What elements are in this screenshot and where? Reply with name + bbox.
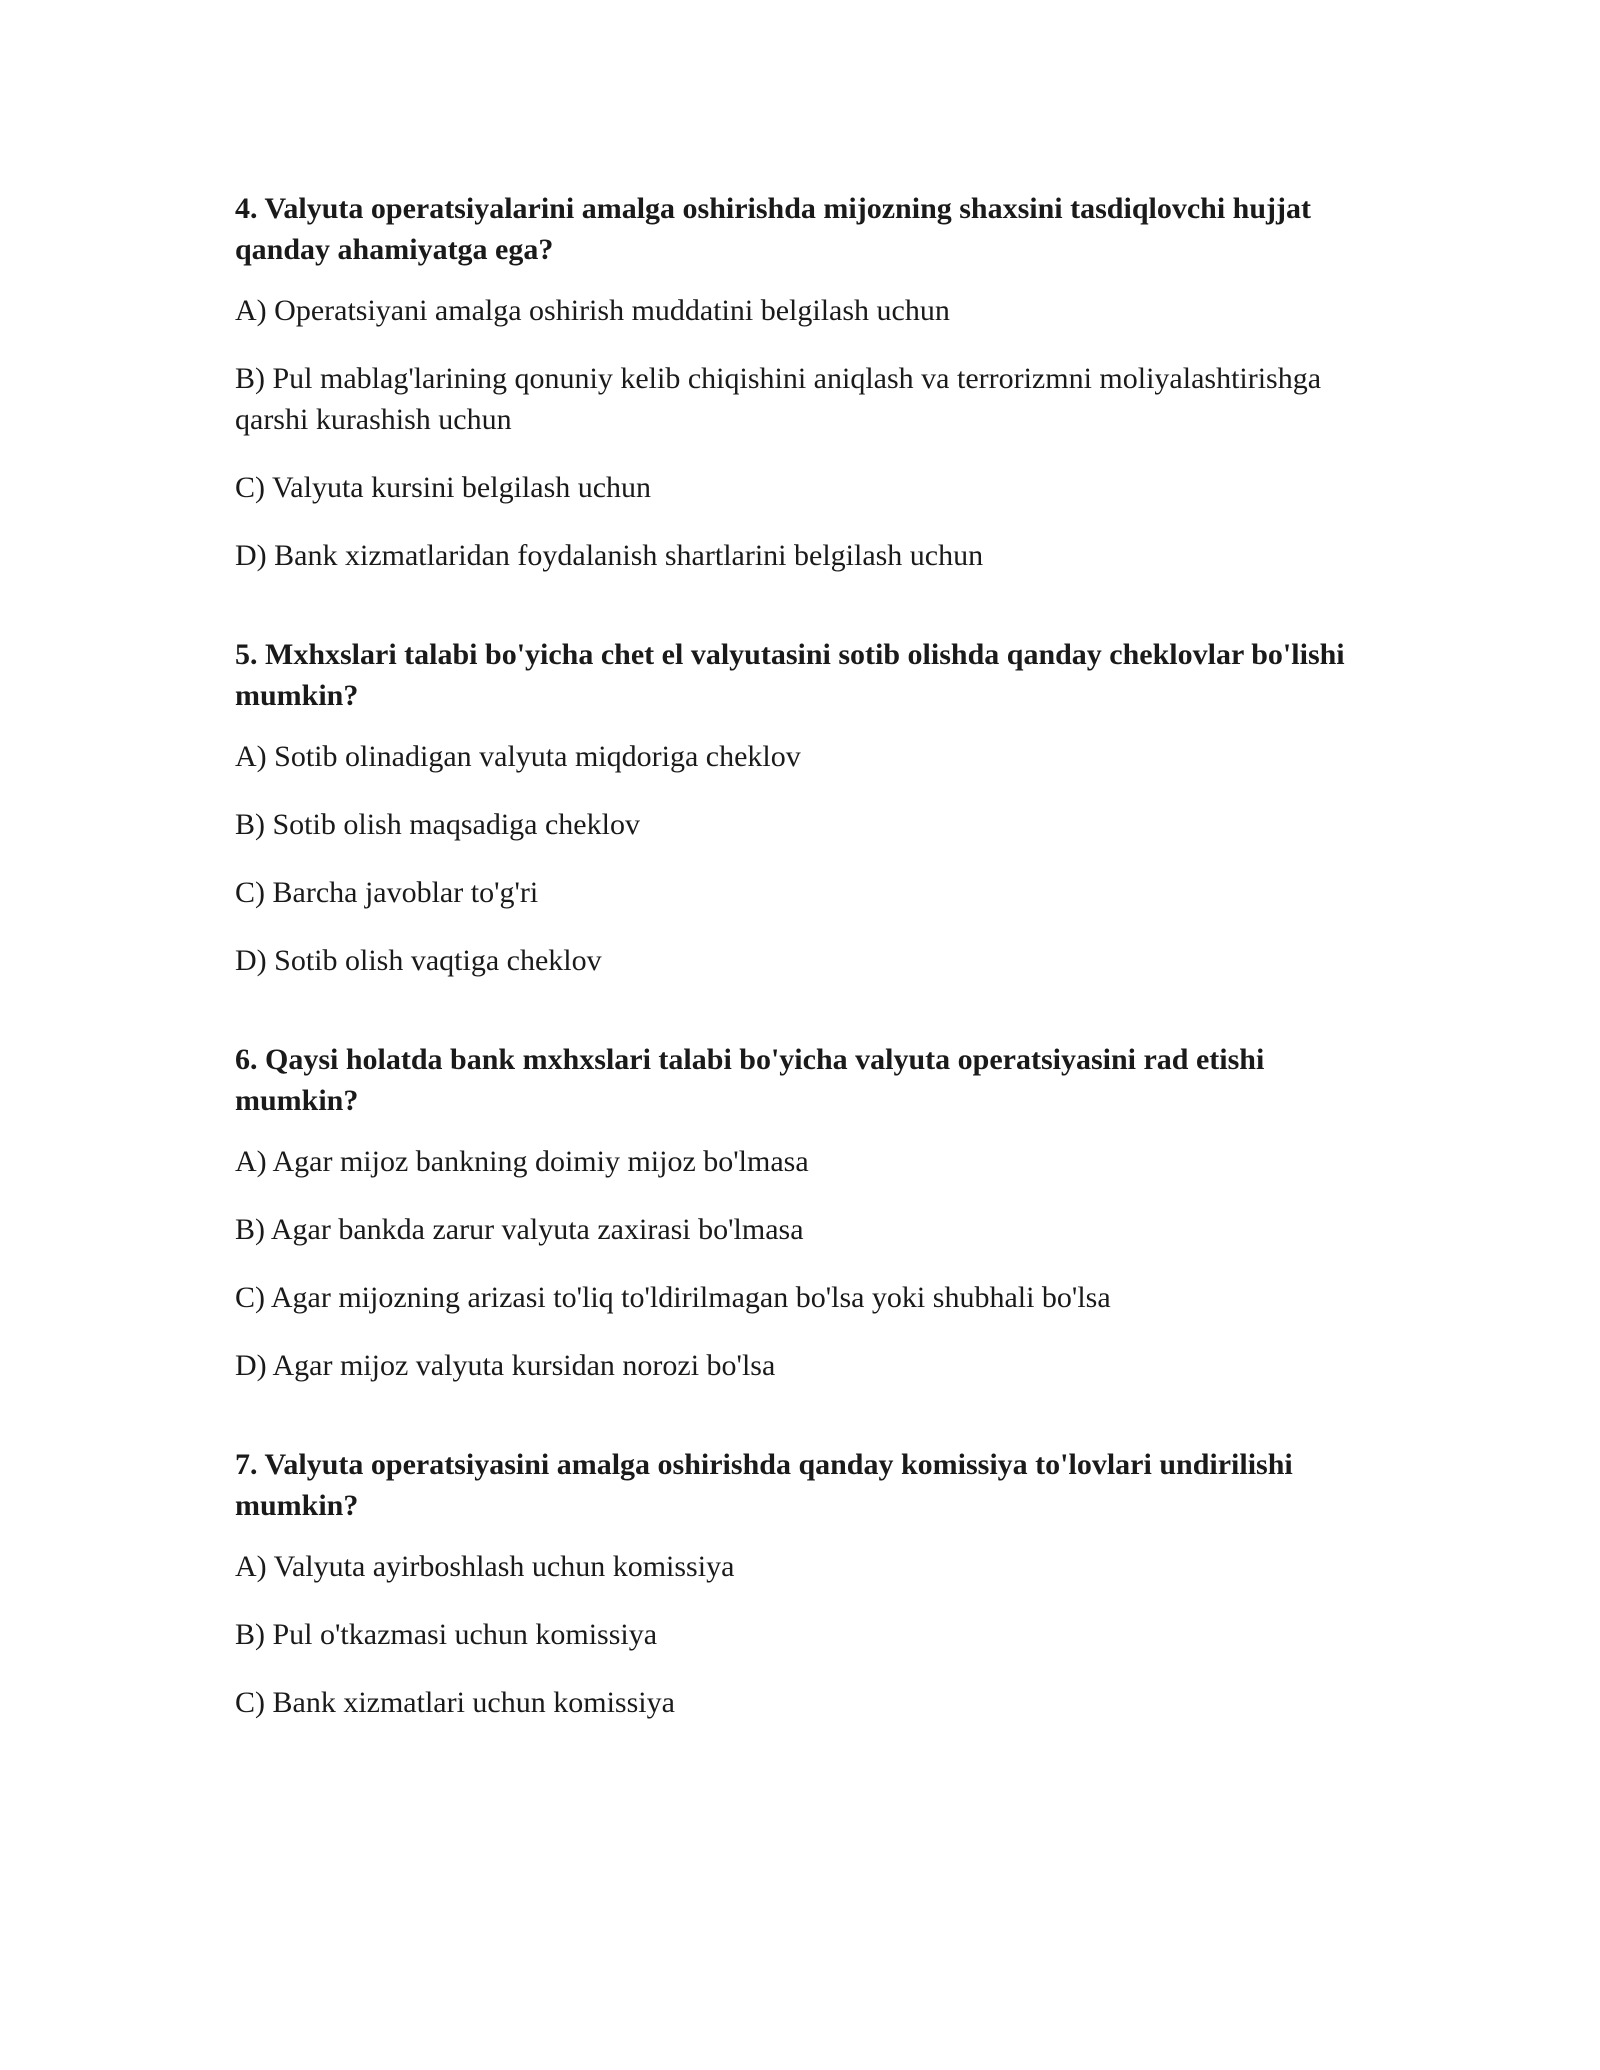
option-c: C) Agar mijozning arizasi to'liq to'ldirilmagan bo'lsa yoki shubhali bo'lsa — [235, 1281, 1111, 1314]
option-a: A) Agar mijoz bankning doimiy mijoz bo'lmasa — [235, 1145, 809, 1178]
option-d: D) Bank xizmatlaridan foydalanish shartlarini belgilash uchun — [235, 539, 984, 572]
document-page — [235, 188, 1375, 1781]
option-b: B) Pul mablag'larining qonuniy kelib chiqishini aniqlash va terrorizmni moliyalashtirishga qarshi kurashish uchun — [235, 362, 1322, 436]
option-a: A) Valyuta ayirboshlash uchun komissiya — [235, 1550, 735, 1583]
question-text: 7. Valyuta operatsiyasini amalga oshirishda qanday komissiya to'lovlari undirilishi mumkin? — [235, 1448, 1293, 1522]
question-7 — [235, 1444, 1375, 1723]
option-b: B) Agar bankda zarur valyuta zaxirasi bo'lmasa — [235, 1213, 804, 1246]
option-a: A) Sotib olinadigan valyuta miqdoriga cheklov — [235, 740, 801, 773]
question-4 — [235, 188, 1375, 576]
option-d: D) Agar mijoz valyuta kursidan norozi bo'lsa — [235, 1349, 776, 1382]
option-a: A) Operatsiyani amalga oshirish muddatini belgilash uchun — [235, 294, 950, 327]
question-text: 4. Valyuta operatsiyalarini amalga oshirishda mijozning shaxsini tasdiqlovchi hujjat qanday ahamiyatga ega? — [235, 192, 1312, 266]
option-c: C) Bank xizmatlari uchun komissiya — [235, 1686, 675, 1719]
option-b: B) Pul o'tkazmasi uchun komissiya — [235, 1618, 658, 1651]
option-d: D) Sotib olish vaqtiga cheklov — [235, 944, 602, 977]
option-b: B) Sotib olish maqsadiga cheklov — [235, 808, 640, 841]
question-text: 5. Mxhxslari talabi bo'yicha chet el valyutasini sotib olishda qanday cheklovlar bo'lishi mumkin? — [235, 638, 1345, 712]
question-text: 6. Qaysi holatda bank mxhxslari talabi bo'yicha valyuta operatsiyasini rad etishi mumkin? — [235, 1043, 1265, 1117]
question-6 — [235, 1039, 1375, 1386]
option-c: C) Barcha javoblar to'g'ri — [235, 876, 539, 909]
option-c: C) Valyuta kursini belgilash uchun — [235, 471, 652, 504]
question-5 — [235, 634, 1375, 981]
